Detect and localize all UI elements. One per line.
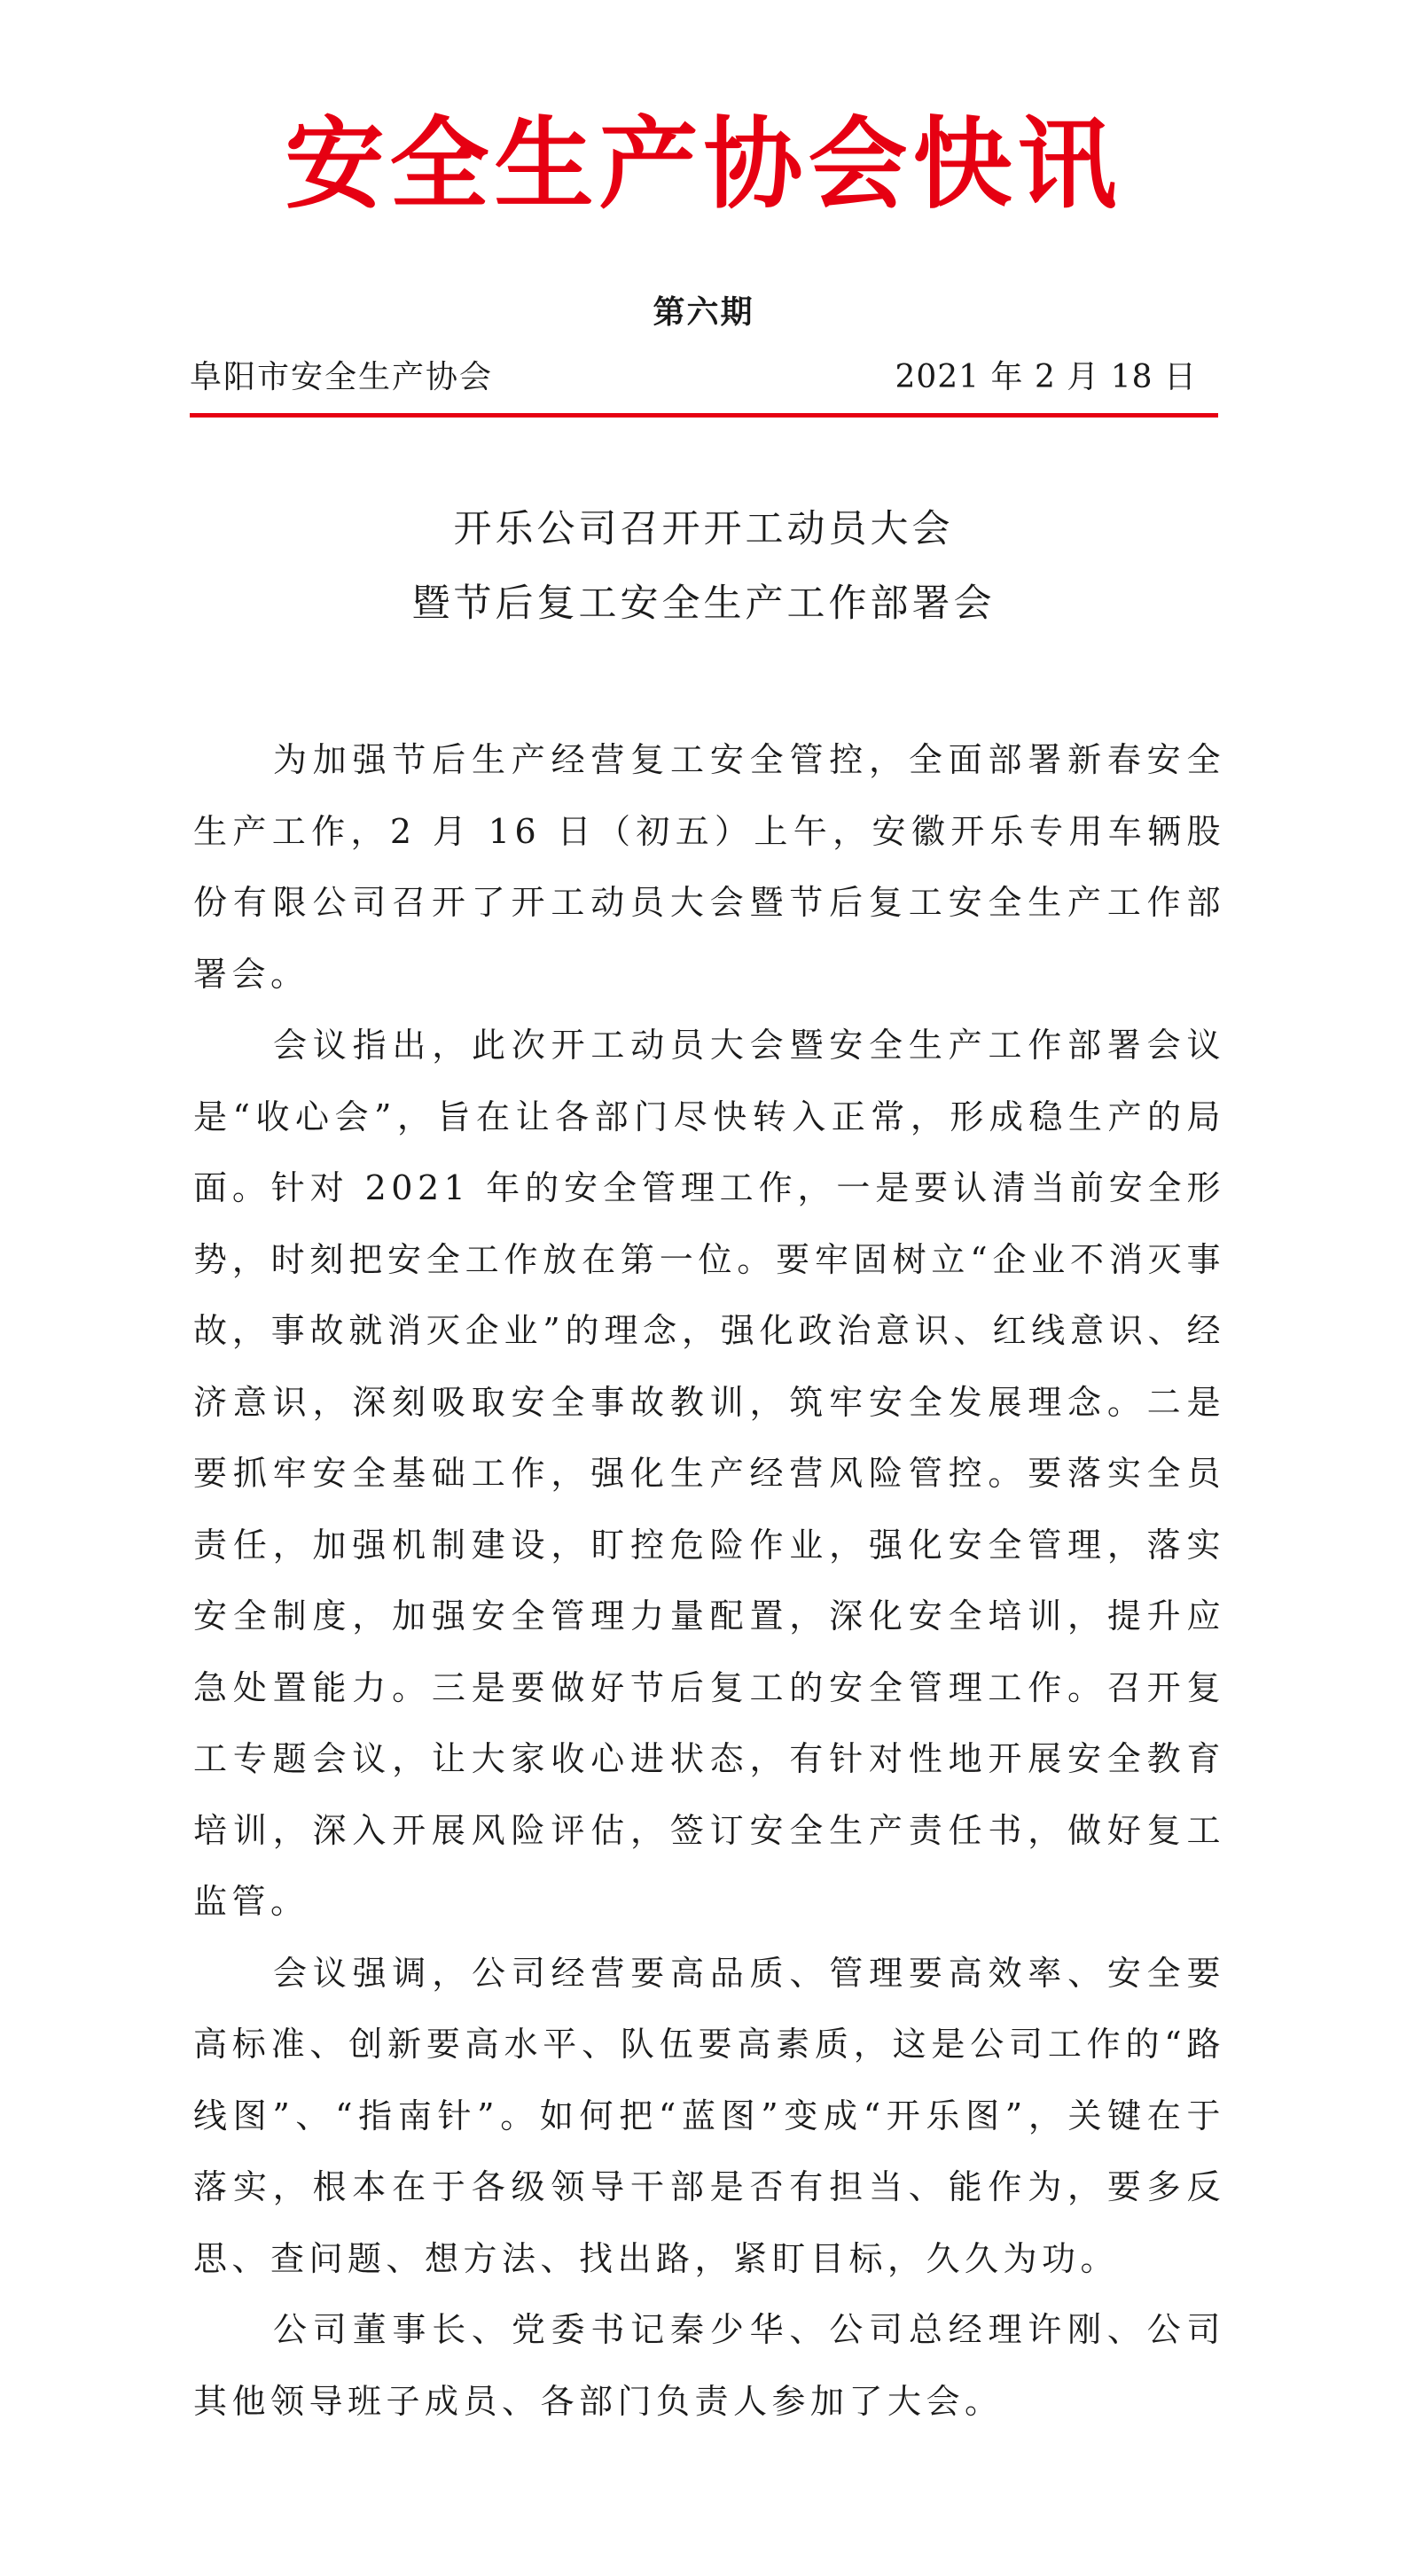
article-paragraph-4: 公司董事长、党委书记秦少华、公司总经理许刚、公司其他领导班子成员、各部门负责人参加了大会。 bbox=[193, 2310, 1225, 2421]
article-paragraph-2: 会议指出，此次开工动员大会暨安全生产工作部署会议是“收心会”，旨在让各部门尽快转入正常，形成稳生产的局面。针对 2021 年的安全管理工作，一是要认清当前安全形势，时刻把安全工作放在第一位。要牢固树立“企业不消灭事故，事故就消灭企业”的理念，强化政治意识、红线意识、经济意识，深刻吸取安全事故教训，筑牢安全发展理念。二是要抓牢安全基础工作，强化生产经营风险管控。要落实全员责任，加强机制建设，盯控危险作业，强化安全管理，落实安全制度，加强安全管理力量配置，深化安全培训，提升应急处置能力。三是要做好节后复工的安全管理工作。召开复工专题会议，让大家收心进状态，有针对性地开展安全教育培训，深入开展风险评估，签订安全生产责任书，做好复工监管。 bbox=[193, 1026, 1225, 1921]
meta-row bbox=[190, 359, 1218, 401]
publish-date: 2021 年 2 月 18 日 bbox=[895, 359, 1197, 395]
article-body bbox=[193, 724, 1225, 2437]
article-paragraph-1: 为加强节后生产经营复工安全管控，全面部署新春安全生产工作，2 月 16 日（初五）上午，安徽开乐专用车辆股份有限公司召开了开工动员大会暨节后复工安全生产工作部署会。 bbox=[193, 740, 1225, 994]
article-title-line-2: 暨节后复工安全生产工作部署会 bbox=[411, 582, 996, 626]
issue-number: 第六期 bbox=[653, 293, 754, 331]
masthead-title: 安全生产协会快讯 bbox=[285, 106, 1122, 222]
article-paragraph-3: 会议强调，公司经营要高品质、管理要高效率、安全要高标准、创新要高水平、队伍要高素质，这是公司工作的“路线图”、“指南针”。如何把“蓝图”变成“开乐图”，关键在于落实，根本在于各级领导干部是否有担当、能作为，要多反思、查问题、想方法、找出路，紧盯目标，久久为功。 bbox=[193, 1953, 1225, 2278]
header-divider bbox=[190, 413, 1218, 418]
article-title-line-1: 开乐公司召开开工动员大会 bbox=[453, 507, 954, 551]
publisher-name: 阜阳市安全生产协会 bbox=[190, 359, 494, 395]
